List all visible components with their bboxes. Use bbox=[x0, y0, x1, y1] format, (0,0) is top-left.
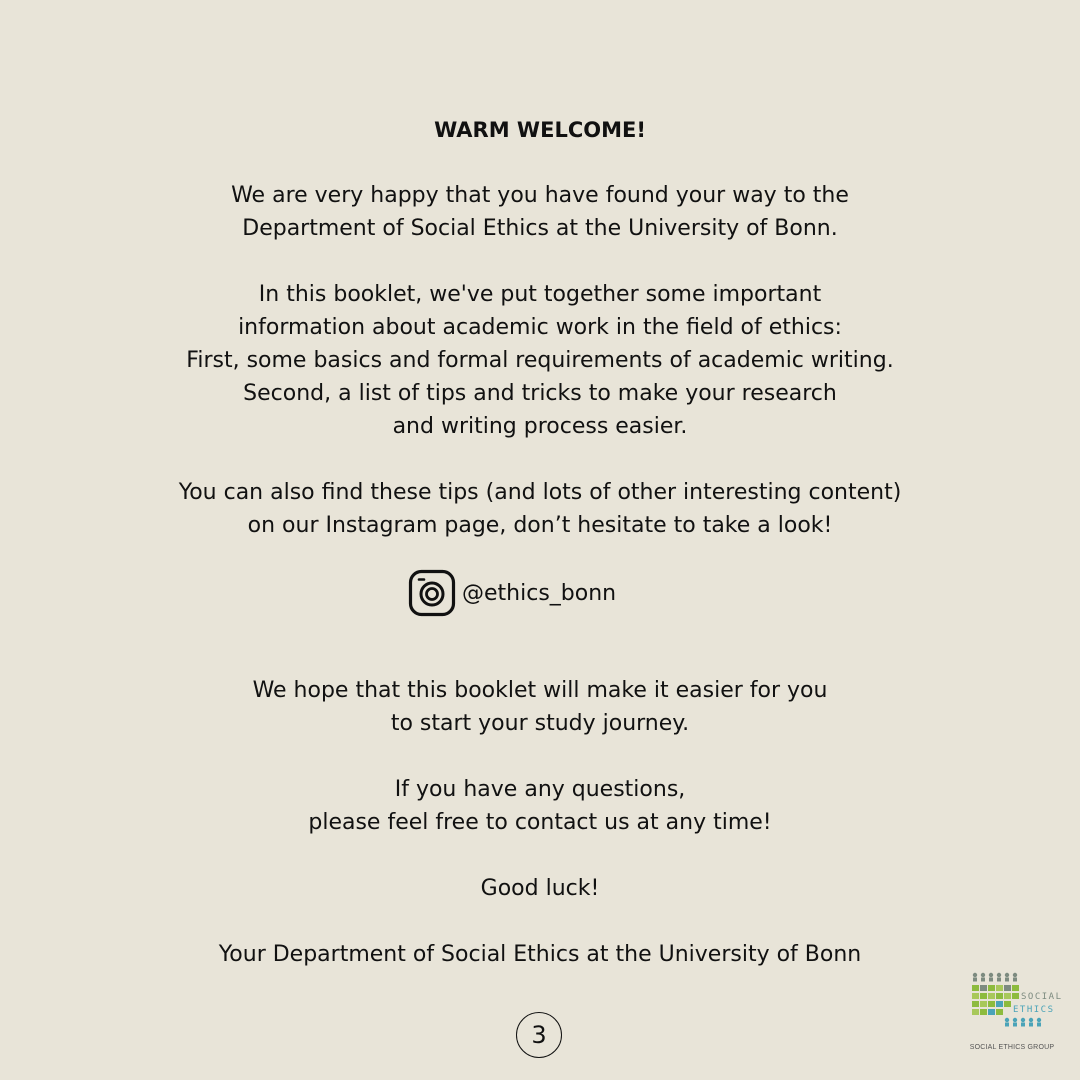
hope-line-1: We hope that this booklet will make it easier for you bbox=[252, 678, 828, 703]
hope-line-2: to start your study journey. bbox=[390, 711, 690, 736]
logo-word-ethics: ETHICS bbox=[1013, 1005, 1055, 1015]
instagram-handle: @ethics_bonn bbox=[462, 580, 617, 606]
logo-caption: SOCIAL ETHICS GROUP bbox=[969, 1044, 1055, 1051]
instagram-info-line-1: You can also find these tips (and lots of other interesting content) bbox=[178, 480, 902, 505]
intro-line-1: We are very happy that you have found your way to the bbox=[231, 183, 849, 208]
instagram-link[interactable] bbox=[408, 569, 616, 617]
questions-line-1: If you have any questions, bbox=[394, 777, 686, 802]
welcome-title: WARM WELCOME! bbox=[434, 118, 646, 142]
questions-line-2: please feel free to contact us at any time! bbox=[308, 810, 772, 835]
intro-line-2: Department of Social Ethics at the University of Bonn. bbox=[242, 216, 838, 241]
booklet-line-3: First, some basics and formal requirements of academic writing. bbox=[186, 348, 894, 373]
logo-word-social: SOCIAL bbox=[1021, 992, 1063, 1002]
page-number: 3 bbox=[516, 1012, 562, 1058]
booklet-line-4: Second, a list of tips and tricks to make your research bbox=[243, 381, 837, 406]
good-luck: Good luck! bbox=[480, 876, 600, 901]
instagram-icon bbox=[408, 569, 456, 617]
booklet-line-1: In this booklet, we've put together some important bbox=[258, 282, 822, 307]
booklet-line-5: and writing process easier. bbox=[392, 414, 688, 439]
booklet-line-2: information about academic work in the field of ethics: bbox=[238, 315, 842, 340]
signature: Your Department of Social Ethics at the University of Bonn bbox=[218, 942, 862, 967]
instagram-info-line-2: on our Instagram page, don’t hesitate to take a look! bbox=[247, 513, 833, 538]
